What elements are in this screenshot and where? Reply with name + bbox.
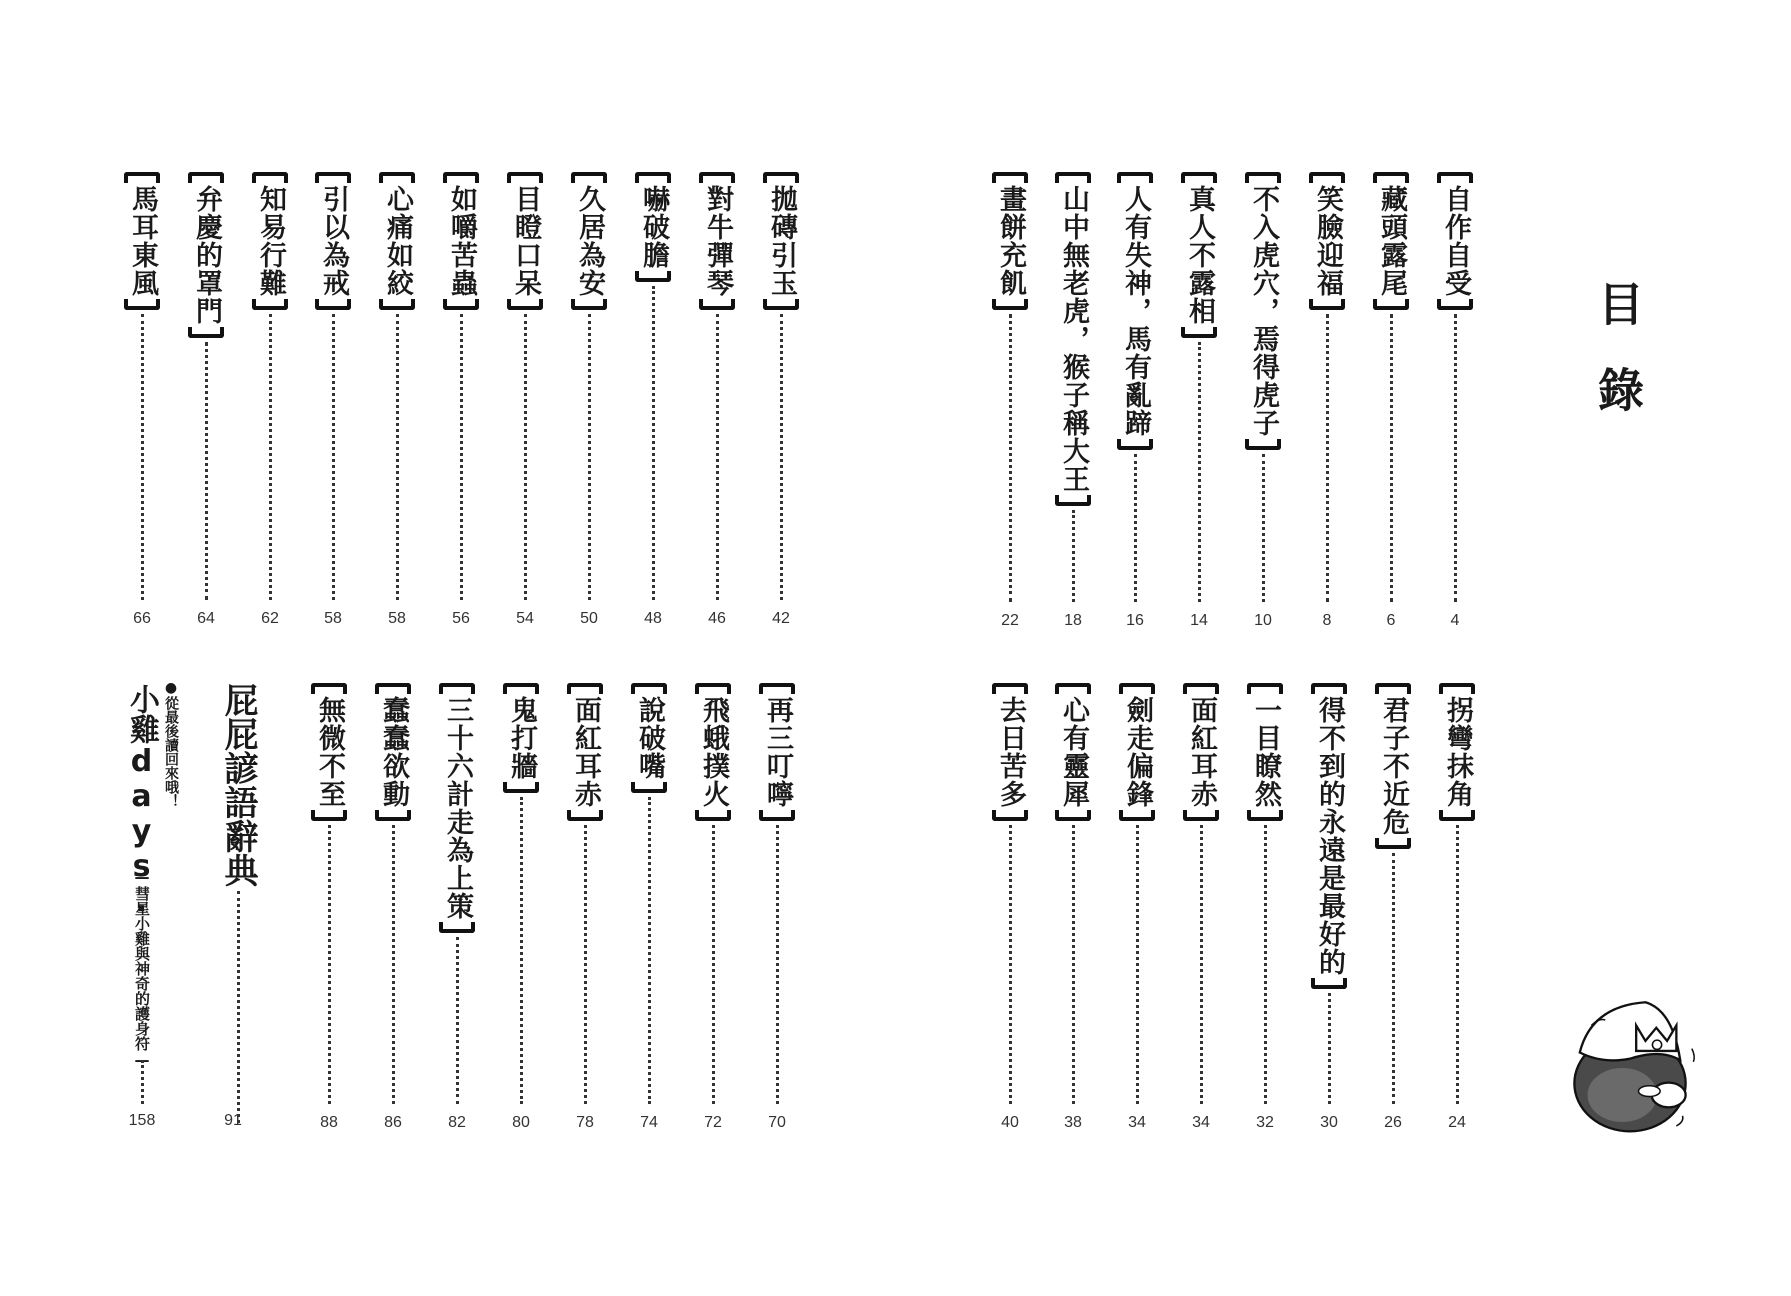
toc-entry[interactable] [764,172,798,600]
toc-entry[interactable] [1312,683,1346,1104]
bracket-open-icon [1245,172,1281,183]
bracket-open-icon [1247,683,1283,694]
entry-title: 鬼打牆 [506,696,537,780]
bracket-close-icon [503,782,539,793]
toc-entry-dictionary[interactable] [218,683,258,1123]
bracket-open-icon [992,172,1028,183]
dot-leader [1326,314,1329,602]
entry-title: 如嚼苦蟲 [446,185,477,297]
toc-entry[interactable] [1118,172,1152,602]
toc-entry[interactable] [1182,172,1216,602]
toc-heading: 目錄 [1591,280,1645,452]
toc-entry[interactable] [508,172,542,600]
toc-entry[interactable] [1246,172,1280,602]
dot-leader [1136,825,1139,1104]
toc-entry[interactable] [700,172,734,600]
bracket-close-icon [124,299,160,310]
dot-leader [716,314,719,600]
entry-title: 去日苦多 [995,696,1026,808]
dot-leader [524,314,527,600]
entry-title: 知易行難 [255,185,286,297]
page-number: 62 [261,610,279,627]
bracket-close-icon [375,810,411,821]
entry-title: 自作自受 [1440,185,1471,297]
bracket-close-icon [311,810,347,821]
bracket-close-icon [1181,327,1217,338]
entry-title: 弁慶的罩門 [191,185,222,325]
dictionary-title: 屁屁諺語辭典 [218,683,258,887]
dot-leader [141,1060,144,1104]
dot-leader [456,937,459,1104]
dot-leader [1009,825,1012,1104]
dot-leader [780,314,783,600]
toc-entry[interactable] [1376,683,1410,1104]
toc-entry[interactable] [1248,683,1282,1104]
toc-entry[interactable] [632,683,666,1104]
bracket-close-icon [1311,978,1347,989]
dot-leader [1392,853,1395,1104]
toc-entry[interactable] [444,172,478,600]
page-number: 4 [1450,612,1460,629]
bracket-open-icon [375,683,411,694]
days-subtitle: —彗星小雞與神奇的護身符— [133,868,151,1069]
bracket-open-icon [507,172,543,183]
toc-entry[interactable] [993,683,1027,1104]
dot-leader [269,314,272,600]
bracket-open-icon [503,683,539,694]
page-number: 34 [1128,1114,1146,1131]
page-number: 56 [452,610,470,627]
bracket-open-icon [315,172,351,183]
entry-title: 心有靈犀 [1058,696,1089,808]
toc-entry[interactable] [636,172,670,600]
entry-title: 人有失神，馬有亂蹄 [1120,185,1151,437]
toc-entry[interactable] [1056,172,1090,602]
page-number: 42 [772,610,790,627]
entry-title: 無微不至 [314,696,345,808]
entry-title: 君子不近危 [1378,696,1409,836]
bracket-close-icon [699,299,735,310]
bracket-close-icon [1119,810,1155,821]
bracket-open-icon [379,172,415,183]
bracket-close-icon [1245,439,1281,450]
dot-leader [328,825,331,1104]
bracket-open-icon [631,683,667,694]
dot-leader [1072,510,1075,602]
toc-entry[interactable] [376,683,410,1104]
entry-title: 一目瞭然 [1250,696,1281,808]
bracket-open-icon [1373,172,1409,183]
bracket-open-icon [1055,683,1091,694]
bracket-open-icon [1117,172,1153,183]
dot-leader [1134,454,1137,602]
bracket-close-icon [992,810,1028,821]
page-number: 58 [324,610,342,627]
page-number: 86 [384,1114,402,1131]
entry-title: 目瞪口呆 [510,185,541,297]
dot-leader [1328,993,1331,1104]
bracket-open-icon [443,172,479,183]
page-number: 91 [224,1112,242,1129]
entry-title: 引以為戒 [318,185,349,297]
bracket-open-icon [1311,683,1347,694]
bracket-close-icon [992,299,1028,310]
bracket-open-icon [1181,172,1217,183]
page-number: 54 [516,610,534,627]
bracket-open-icon [759,683,795,694]
entry-title: 得不到的永遠是最好的 [1314,696,1345,976]
dot-leader [652,286,655,600]
dot-leader [141,314,144,600]
bracket-close-icon [759,810,795,821]
page-number: 34 [1192,1114,1210,1131]
bracket-close-icon [567,810,603,821]
toc-entry[interactable] [1374,172,1408,602]
bracket-close-icon [439,922,475,933]
bracket-close-icon [507,299,543,310]
page-number: 14 [1190,612,1208,629]
bracket-open-icon [695,683,731,694]
entry-title: 畫餅充飢 [995,185,1026,297]
entry-title: 笑臉迎福 [1312,185,1343,297]
page-number: 70 [768,1114,786,1131]
entry-title: 面紅耳赤 [1186,696,1217,808]
page-number: 22 [1001,612,1019,629]
bracket-close-icon [379,299,415,310]
toc-entry[interactable] [568,683,602,1104]
dot-leader [205,342,208,600]
toc-entry[interactable] [312,683,346,1104]
page-number: 38 [1064,1114,1082,1131]
entry-title: 不入虎穴，焉得虎子 [1248,185,1279,437]
bracket-open-icon [1119,683,1155,694]
page-number: 10 [1254,612,1272,629]
bracket-open-icon [1439,683,1475,694]
bracket-open-icon [567,683,603,694]
bracket-close-icon [443,299,479,310]
dot-leader [1009,314,1012,602]
bracket-close-icon [631,782,667,793]
entry-title: 山中無老虎，猴子稱大王 [1058,185,1089,493]
toc-entry[interactable] [189,172,223,600]
page-number: 16 [1126,612,1144,629]
entry-title: 再三叮嚀 [762,696,793,808]
page-number: 78 [576,1114,594,1131]
toc-entry[interactable] [125,172,159,600]
toc-entry[interactable] [1056,683,1090,1104]
bracket-close-icon [635,271,671,282]
dot-leader [1200,825,1203,1104]
entry-title: 真人不露相 [1184,185,1215,325]
page-number: 6 [1386,612,1396,629]
page-number: 80 [512,1114,530,1131]
entry-title: 拋磚引玉 [766,185,797,297]
bracket-close-icon [1373,299,1409,310]
entry-title: 蠢蠢欲動 [378,696,409,808]
toc-entry[interactable] [380,172,414,600]
page-number: 74 [640,1114,658,1131]
bracket-close-icon [252,299,288,310]
dot-leader [1198,342,1201,602]
read-from-back-note: ●從最後讀回來哦！ [163,680,179,808]
bracket-close-icon [1439,810,1475,821]
bracket-open-icon [124,172,160,183]
bracket-open-icon [1375,683,1411,694]
dot-leader [1264,825,1267,1104]
dot-leader [1390,314,1393,602]
page-number: 40 [1001,1114,1019,1131]
bracket-close-icon [1117,439,1153,450]
bracket-close-icon [763,299,799,310]
days-title[interactable]: 小雞days. [124,684,159,919]
bracket-close-icon [315,299,351,310]
page-number: 158 [128,1112,156,1129]
page-number: 64 [197,610,215,627]
dot-leader [1072,825,1075,1104]
dot-leader [648,797,651,1104]
page-number: 88 [320,1114,338,1131]
dot-leader [588,314,591,600]
dot-leader [396,314,399,600]
toc-entry[interactable] [1440,683,1474,1104]
page-number: 72 [704,1114,722,1131]
bracket-open-icon [311,683,347,694]
page-number: 26 [1384,1114,1402,1131]
entry-title: 藏頭露尾 [1376,185,1407,297]
entry-title: 說破嘴 [634,696,665,780]
page-number: 46 [708,610,726,627]
bracket-open-icon [1309,172,1345,183]
bracket-open-icon [1437,172,1473,183]
entry-title: 馬耳東風 [127,185,158,297]
bracket-close-icon [188,327,224,338]
dot-leader [1262,454,1265,602]
dot-leader [520,797,523,1104]
entry-title: 對牛彈琴 [702,185,733,297]
toc-entry[interactable] [696,683,730,1104]
bracket-close-icon [1247,810,1283,821]
entry-title: 三十六計走為上策 [442,696,473,920]
page-number: 66 [133,610,151,627]
page-number: 32 [1256,1114,1274,1131]
bracket-close-icon [1309,299,1345,310]
toc-entry[interactable] [1184,683,1218,1104]
bracket-close-icon [1375,838,1411,849]
page-number: 48 [644,610,662,627]
bracket-close-icon [695,810,731,821]
bracket-open-icon [1183,683,1219,694]
toc-entry[interactable] [440,683,474,1104]
bracket-open-icon [252,172,288,183]
page-number: 82 [448,1114,466,1131]
entry-title: 久居為安 [574,185,605,297]
entry-title: 面紅耳赤 [570,696,601,808]
bracket-close-icon [1183,810,1219,821]
toc-entry[interactable] [316,172,350,600]
dot-leader [332,314,335,600]
bracket-open-icon [571,172,607,183]
page-number: 24 [1448,1114,1466,1131]
bracket-open-icon [1055,172,1091,183]
toc-entry[interactable] [504,683,538,1104]
page-number: 8 [1322,612,1332,629]
dot-leader [1454,314,1457,602]
page-number: 50 [580,610,598,627]
toc-entry[interactable] [1120,683,1154,1104]
toc-entry[interactable] [253,172,287,600]
dot-leader [776,825,779,1104]
bracket-close-icon [1055,495,1091,506]
page-number: 18 [1064,612,1082,629]
toc-entry[interactable] [993,172,1027,602]
entry-title: 飛蛾撲火 [698,696,729,808]
dot-leader [1456,825,1459,1104]
bracket-open-icon [992,683,1028,694]
entry-title: 心痛如絞 [382,185,413,297]
bracket-close-icon [1055,810,1091,821]
bracket-close-icon [1437,299,1473,310]
toc-entry[interactable] [572,172,606,600]
page-number: 30 [1320,1114,1338,1131]
page-number: 58 [388,610,406,627]
bracket-close-icon [571,299,607,310]
bracket-open-icon [439,683,475,694]
dot-leader [460,314,463,600]
toc-entry[interactable] [1310,172,1344,602]
bracket-open-icon [635,172,671,183]
dot-leader [392,825,395,1104]
toc-entry[interactable] [1438,172,1472,602]
dot-leader [712,825,715,1104]
mascot-illustration [1545,965,1715,1140]
entry-title: 拐彎抹角 [1442,696,1473,808]
toc-entry[interactable] [760,683,794,1104]
entry-title: 劍走偏鋒 [1122,696,1153,808]
bracket-open-icon [699,172,735,183]
entry-title: 嚇破膽 [638,185,669,269]
bracket-open-icon [188,172,224,183]
bracket-open-icon [763,172,799,183]
dot-leader [584,825,587,1104]
dot-leader [237,891,240,1123]
